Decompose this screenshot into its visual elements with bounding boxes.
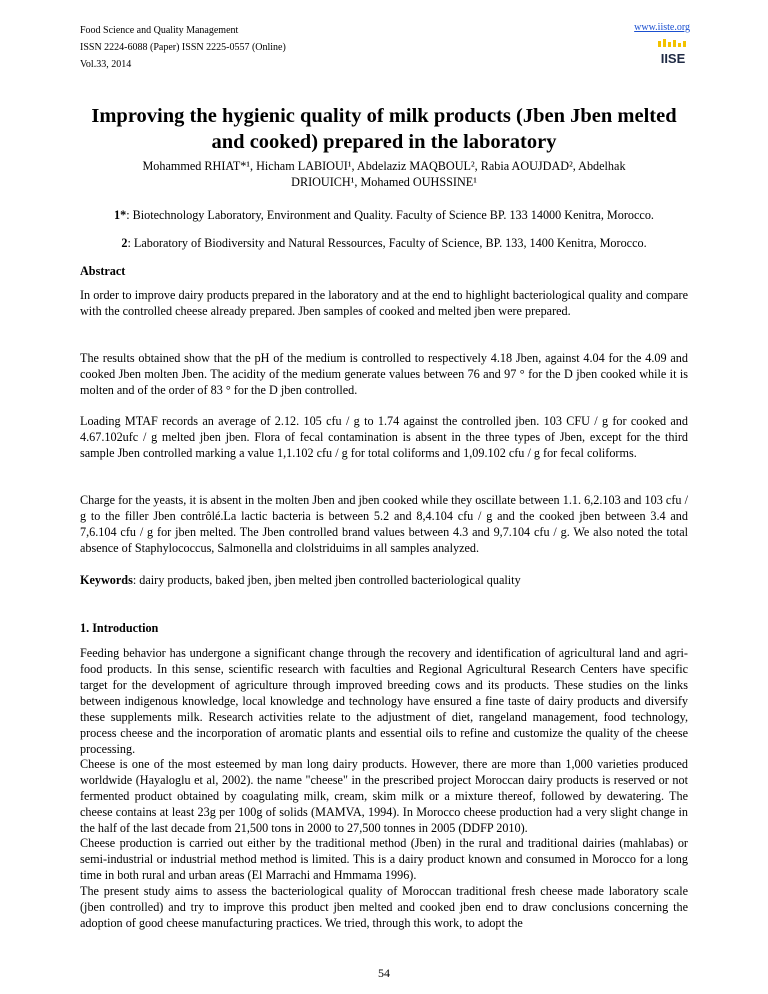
abstract-heading: Abstract: [80, 264, 126, 278]
affiliation-2-text: : Laboratory of Biodiversity and Natural Ressources, Faculty of Science, BP. 133, 1400 Kenitra, Morocco.: [127, 236, 647, 250]
authors-line-1: Mohammed RHIAT*¹, Hicham LABIOUI¹, Abdelaziz MAQBOUL², Rabia AOUJDAD², Abdelhak: [142, 159, 626, 173]
intro-paragraph-2: Cheese is one of the most esteemed by man long dairy products. However, there are more than 1,000 varieties produced worldwide (Hayaloglu et al, 2002). the name "cheese" in the prescribed project Moroccan dairy products is reserved or not fermented product obtained by coagulating milk, cream, skim milk or a mixture thereof, followed by dewatering. The cheese contains at least 23g per 100g of solids (MAMVA, 1994). In Morocco cheese production had a very slight change in the half of the last decade from 21,500 tons in 2000 to 27,500 tonnes in 2005 (DDFP 2010).: [80, 757, 688, 835]
author-list: [80, 158, 688, 190]
journal-issn: ISSN 2224-6088 (Paper) ISSN 2225-0557 (Online): [80, 42, 286, 53]
intro-paragraph-4: The present study aims to assess the bacteriological quality of Moroccan traditional fresh cheese made laboratory scale (jben controlled) and try to improve this product jben melted and cooked jben end to draw conclusions concerning the adoption of good cheese manufacturing practices. We tried, through this work, to adopt the: [80, 884, 688, 930]
keywords-line: [80, 572, 688, 588]
paper-title: Improving the hygienic quality of milk products (Jben Jben melted and cooked) prepared in the laboratory: [91, 105, 677, 153]
abstract-paragraph-3: Loading MTAF records an average of 2.12. 105 cfu / g to 1.74 against the controlled jben. 103 CFU / g for cooked and 4.67.102ufc / g melted jben jben. Flora of fecal contamination is absent in the three types of Jben, except for the third sample Jben controlled marking a value 1,1.102 cfu / g for total coliforms and 1,09.102 cfu / g for fecal coliforms.: [80, 414, 688, 460]
abstract-paragraph-4: Charge for the yeasts, it is absent in the molten Jben and jben cooked while they oscillate between 1.1. 6,2.103 and 103 cfu / g to the filler Jben contrôlé.La lactic bacteria is between 5.2 and 8,4.104 cfu / g and the cooked jben between 3.4 and 7,6.104 cfu / g for jben melted. The Jben controlled brand values between 4.3 and 9,7.104 cfu / g. We also noted the total absence of Staphylococcus, Salmonella and clolstriduims in all samples analyzed.: [80, 493, 688, 555]
iiste-logo-icon: [656, 39, 690, 69]
journal-name: Food Science and Quality Management: [80, 25, 239, 36]
page-number: 54: [378, 966, 390, 980]
affiliation-1-mark: 1*: [114, 208, 127, 222]
keywords-text: : dairy products, baked jben, jben melted jben controlled bacteriological quality: [132, 573, 521, 587]
intro-paragraph-1: Feeding behavior has undergone a significant change through the recovery and identification of agricultural land and agri-food products. In this sense, scientific research with faculties and Regional Agricultural Research Centers have specific target for the development of agriculture through improved breeding cows and its products. These studies on the links between indigenous knowledge, local knowledge and technology have ensured a fine taste of dairy products and diversify these supplements milk. Research activities relate to the adjustment of diet, rangeland management, food technology, process cheese and the incorporation of aromatic plants and essential oils to refine and customize the quality of the cheese processing.: [80, 646, 688, 756]
affiliation-2-mark: 2: [121, 236, 128, 250]
affiliation-2: [80, 235, 688, 251]
affiliation-1: [80, 207, 688, 223]
abstract-paragraph-1: In order to improve dairy products prepared in the laboratory and at the end to highlight bacteriological quality and compare with the controlled cheese already prepared. Jben samples of cooked and melted jben were prepared.: [80, 288, 688, 318]
journal-header: [80, 22, 286, 73]
keywords-label: Keywords: [80, 573, 133, 587]
authors-line-2: DRIOUICH¹, Mohamed OUHSSINE¹: [291, 175, 477, 189]
journal-volume: Vol.33, 2014: [80, 59, 132, 70]
website-link[interactable]: www.iiste.org: [634, 22, 690, 33]
affiliation-1-text: : Biotechnology Laboratory, Environment and Quality. Faculty of Science BP. 133 14000 Kenitra, Morocco.: [126, 208, 654, 222]
intro-paragraph-3: Cheese production is carried out either by the traditional method (Jben) in the rural and traditional dairies (mahlabas) or semi-industrial or industrial method method is limited. This is a dairy product known and consumed in Morocco for a long time in both rural and urban areas (El Marrachi and Hmmama 1996).: [80, 836, 688, 882]
logo-text: IISE: [660, 51, 686, 66]
introduction-heading: 1. Introduction: [80, 621, 159, 635]
website-link-container: [634, 22, 690, 33]
abstract-paragraph-2: The results obtained show that the pH of the medium is controlled to respectively 4.18 Jben, against 4.04 for the 4.09 and cooked Jben molten Jben. The acidity of the medium generate values between 76 and 97 ° for the D jben cooked while it is molten and of the order of 83 ° for the D jben controlled.: [80, 351, 688, 397]
